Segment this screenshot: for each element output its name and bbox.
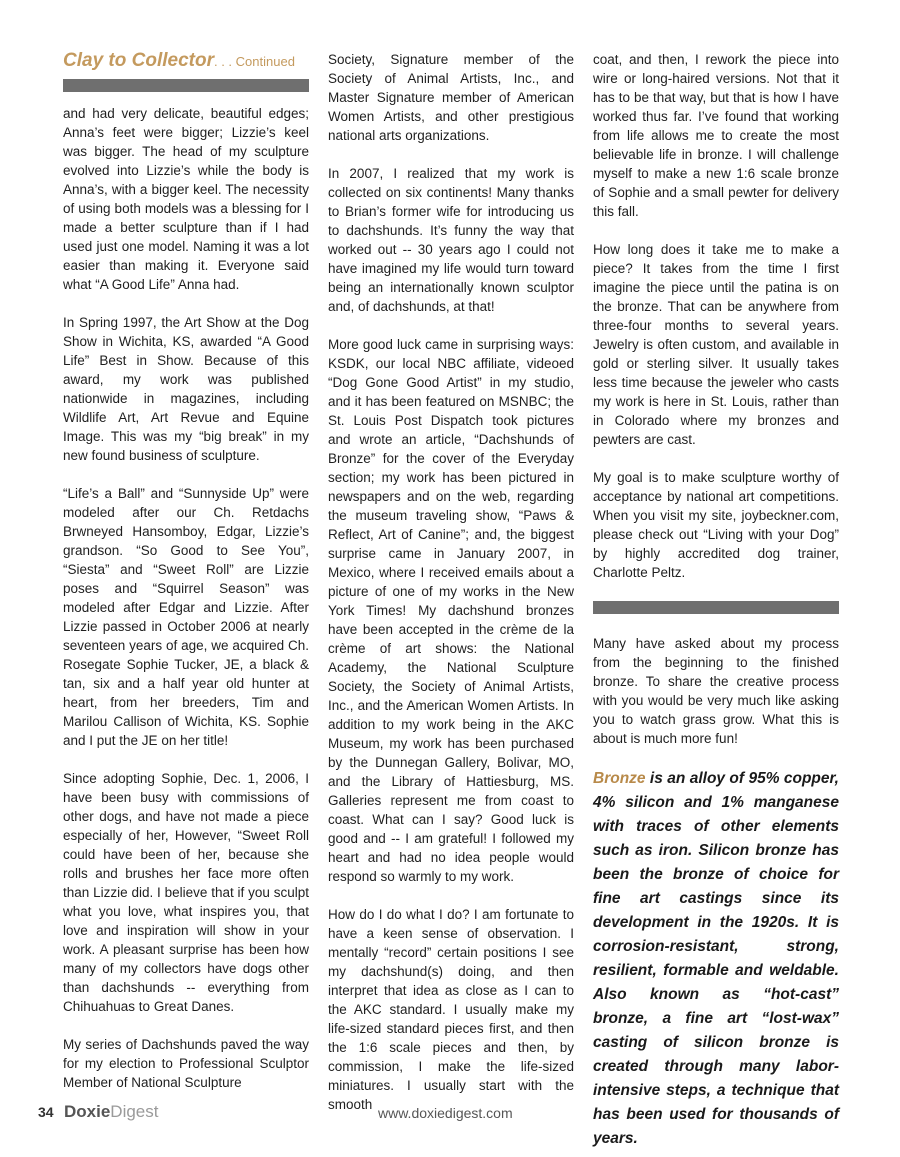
paragraph: In 2007, I realized that my work is collected on six continents! Many thanks to Brian’s former wife for introducing us to dachshunds. It’s funny the way that worked out -- 30 years ago I could not have imagined my life would turn toward being an internationally known sculptor and, of dachshunds, at that! <box>328 166 574 314</box>
bronze-callout <box>593 767 839 1151</box>
paragraph: Since adopting Sophie, Dec. 1, 2006, I have been busy with commissions of other dogs, and have not made a piece especially of her, However, “Sweet Roll could have been of her, because she rolls and brushes her face more often than Lizzie did. I believe that if you sculpt what you love, what inspires you, that love and inspiration will show in your work. A pleasant surprise has been how many of my collectors have dogs other than dachshunds -- everything from Chihuahuas to Great Danes. <box>63 771 309 1014</box>
paragraph: In Spring 1997, the Art Show at the Dog Show in Wichita, KS, awarded “A Good Life” Best in Show. Because of this award, my work was published nationwide in magazines, including Wildlife Art, Art Revue and Equine Image. This was my “big break” in my new found business of sculpture. <box>63 315 309 463</box>
section-divider-bar <box>63 79 309 92</box>
paragraph: My goal is to make sculpture worthy of acceptance by national art competitions. When you visit my site, joybeckner.com, please check out “Living with your Dog” by highly accredited dog trainer, Charlotte Peltz. <box>593 470 839 580</box>
logo-light-text: Digest <box>110 1102 159 1121</box>
website-url: www.doxiedigest.com <box>378 1105 513 1121</box>
page-footer <box>38 1104 860 1126</box>
paragraph: and had very delicate, beautiful edges; Anna’s feet were bigger; Lizzie’s keel was bigger. The head of my sculpture evolved into Lizzie’s while the body is Anna’s, with a bigger keel. The necessity of using both models was a blessing for I made a better sculpture than if I had used just one model. Naming it was a lot easier than making it. Everyone said what “A Good Life” Anna had. <box>63 106 309 292</box>
paragraph: How do I do what I do? I am fortunate to have a keen sense of observation. I mentally “record” certain positions I see my dachshund(s) doing, and then interpret that idea as close as I can to the AKC standard. I usually make my life-sized standard pieces first, and then the 1:6 scale pieces and then, by commission, I make the life-sized miniatures. I usually start with the smooth <box>328 907 574 1112</box>
column-1 <box>63 50 309 1111</box>
section-divider-bar <box>593 601 839 614</box>
paragraph: My series of Dachshunds paved the way for my election to Professional Sculptor Member of National Sculpture <box>63 1037 309 1090</box>
logo-bold-text: Doxie <box>64 1102 111 1121</box>
paragraph: “Life’s a Ball” and “Sunnyside Up” were modeled after our Ch. Retdachs Brwneyed Hansomboy, Edgar, Lizzie’s grandson. “So Good to See You”, “Siesta” and “Sweet Roll” are Lizzie poses and “Squirrel Season” was modeled after Edgar and Lizzie. After Lizzie passed in October 2006 at nearly seventeen years of age, we acquired Ch. Rosegate Sophie Tucker, JE, a black & tan, six and a half year old hunter at heart, from her breeders, Tim and Marilou Callison of Wichita, KS. Sophie and I put the JE on her title! <box>63 486 309 748</box>
paragraph: Many have asked about my process from the beginning to the finished bronze. To share the creative process with you would be very much like asking you to watch grass grow. What this is about is much more fun! <box>593 636 839 746</box>
paragraph: How long does it take me to make a piece? It takes from the time I first imagine the piece until the patina is on the bronze. That can be anywhere from three-four months to several years. Jewelry is often custom, and available in gold or sterling silver. It usually takes less time because the jeweler who casts my work is here in St. Louis, rather than in Colorado where my bronzes and pewters are cast. <box>593 242 839 447</box>
paragraph: More good luck came in surprising ways: KSDK, our local NBC affiliate, videoed “Dog Gone Good Artist” in my studio, and it has been featured on MSNBC; the St. Louis Post Dispatch took pictures and wrote an article, “Dachshunds of Bronze” for the cover of the Everyday section; my work has been pictured in newspapers and on the web, regarding the museum traveling show, “Paws & Reflect, Art of Canine”; and, the biggest surprise came in January 2007, in Mexico, where I received emails about a picture of one of my works in the New York Times! My dachshund bronzes have been accepted in the crème de la crème of art shows: the National Academy, the National Sculpture Society, the Society of Animal Artists, Inc., and the American Women Artists. In addition to my work being in the AKC Museum, my work has been purchased by the Dunnegan Gallery, Bolivar, MO, and the Library of Hattiesburg, MS. Galleries represent me from coast to coast. What can I say? Good luck is good and -- I am grateful! I followed my heart and had no idea people would respond so warmly to my work. <box>328 337 574 884</box>
paragraph: Society, Signature member of the Society of Animal Artists, Inc., and Master Signature member of American Women Artists, and other prestigious national arts organizations. <box>328 52 574 143</box>
column-2 <box>328 50 574 1133</box>
column-3 <box>593 50 839 1151</box>
page-number: 34 <box>38 1104 54 1120</box>
callout-text: is an alloy of 95% copper, 4% silicon and 1% manganese with traces of other elements such as iron. Silicon bronze has been the bronze of choice for fine art castings since its development in the 1920s. It is corrosion-resistant, strong, resilient, formable and weldable. Also known as “hot-cast” bronze, a fine art “lost-wax” casting of silicon bronze is created through many labor-intensive steps, a technique that has been used for thousands of years. <box>593 770 839 1147</box>
article-header <box>63 50 309 73</box>
callout-lead-word: Bronze <box>593 770 646 787</box>
article-title: Clay to Collector <box>63 50 214 71</box>
continued-label: . . . Continued <box>213 54 295 69</box>
magazine-logo <box>64 1102 158 1122</box>
paragraph: coat, and then, I rework the piece into wire or long-haired versions. Not that it has to be that way, but that is how I have worked thus far. I’ve found that working from life allows me to create the most believable life in bronze. I will challenge myself to make a new 1:6 scale bronze of Sophie and a small pewter for delivery this fall. <box>593 52 839 219</box>
